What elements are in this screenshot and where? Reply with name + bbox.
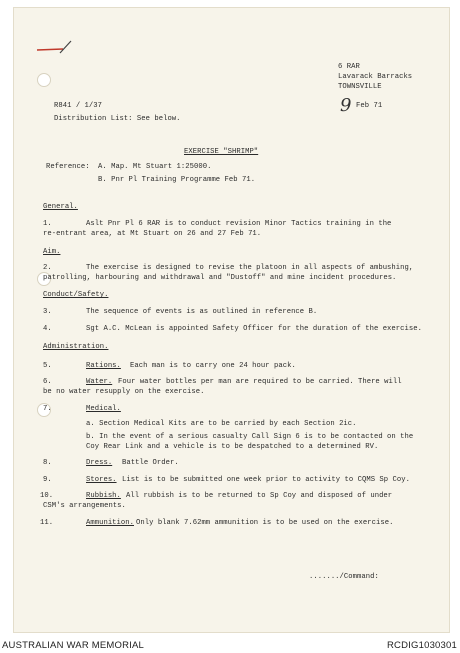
para-3-number: 3.	[43, 308, 52, 316]
para-7-number: 7.	[43, 405, 52, 413]
archive-footer	[0, 636, 460, 653]
header-unit: 6 RAR	[338, 63, 360, 71]
para-8-number: 8.	[43, 459, 52, 467]
para-7-a: a. Section Medical Kits are to be carried by each Section 2ic.	[86, 420, 357, 428]
para-8-heading: Dress.	[86, 459, 113, 467]
para-7-b-line-1: b. In the event of a serious casualty Call Sign 6 is to be contacted on the	[86, 433, 414, 441]
para-4-line-1: Sgt A.C. McLean is appointed Safety Officer for the duration of the exercise.	[86, 325, 422, 333]
punch-hole-top	[37, 73, 51, 87]
para-1-line-1: Aslt Pnr Pl 6 RAR is to conduct revision Minor Tactics training in the	[86, 220, 392, 228]
para-7-b-line-2: Coy Rear Link and a vehicle is to be despatched to a determined RV.	[86, 443, 379, 451]
para-2-number: 2.	[43, 264, 52, 272]
para-8-text: Battle Order.	[122, 459, 179, 467]
para-10-number: 10.	[40, 492, 54, 500]
reference-a: A. Map. Mt Stuart 1:25000.	[98, 163, 212, 171]
footer-archive-name: AUSTRALIAN WAR MEMORIAL	[2, 640, 145, 651]
para-9-heading: Stores.	[86, 476, 117, 484]
document-title: EXERCISE "SHRIMP"	[184, 148, 259, 156]
para-2-line-2: patrolling, harbouring and withdrawal and "Dustoff" and mine incident procedures.	[43, 274, 397, 282]
section-administration: Administration.	[43, 343, 109, 351]
para-10-heading: Rubbish.	[86, 492, 121, 500]
para-10-text: All rubbish is to be returned to Sp Coy and disposed of under	[126, 492, 393, 500]
handwritten-mark-top-left	[33, 37, 83, 59]
para-5-text: Each man is to carry one 24 hour pack.	[130, 362, 296, 370]
para-5-heading: Rations.	[86, 362, 121, 370]
reference-b: B. Pnr Pl Training Programme Feb 71.	[98, 176, 256, 184]
para-11-text: Only blank 7.62mm ammunition is to be used on the exercise.	[136, 519, 394, 527]
signature-block: ......./Command:	[309, 573, 379, 581]
para-6-text: Four water bottles per man are required to be carried. There will	[118, 378, 402, 386]
para-10-line-2: CSM's arrangements.	[43, 502, 126, 510]
distribution-line: Distribution List: See below.	[54, 115, 181, 123]
para-3-line-1: The sequence of events is as outlined in reference B.	[86, 308, 318, 316]
para-6-heading: Water.	[86, 378, 113, 386]
para-1-number: 1.	[43, 220, 52, 228]
para-11-number: 11.	[40, 519, 54, 527]
para-6-line-2: be no water resupply on the exercise.	[43, 388, 205, 396]
section-conduct-safety: Conduct/Safety.	[43, 291, 109, 299]
para-11-heading: Ammunition.	[86, 519, 134, 527]
header-town: TOWNSVILLE	[338, 83, 382, 91]
document-page	[13, 7, 450, 633]
para-5-number: 5.	[43, 362, 52, 370]
header-barracks: Lavarack Barracks	[338, 73, 413, 81]
para-2-line-1: The exercise is designed to revise the platoon in all aspects of ambushing,	[86, 264, 414, 272]
para-4-number: 4.	[43, 325, 52, 333]
para-6-number: 6.	[43, 378, 52, 386]
reference-label: Reference:	[46, 163, 90, 171]
header-date: Feb 71	[356, 102, 383, 110]
section-aim: Aim.	[43, 248, 61, 256]
footer-record-id: RCDIG1030301	[387, 640, 457, 651]
para-7-heading: Medical.	[86, 405, 121, 413]
file-reference: R841 / 1/37	[54, 102, 102, 110]
header-date-day: 9	[340, 95, 352, 116]
para-9-text: List is to be submitted one week prior to activity to CQMS Sp Coy.	[122, 476, 410, 484]
para-9-number: 9.	[43, 476, 52, 484]
section-general: General.	[43, 203, 78, 211]
para-1-line-2: re-entrant area, at Mt Stuart on 26 and 27 Feb 71.	[43, 230, 262, 238]
